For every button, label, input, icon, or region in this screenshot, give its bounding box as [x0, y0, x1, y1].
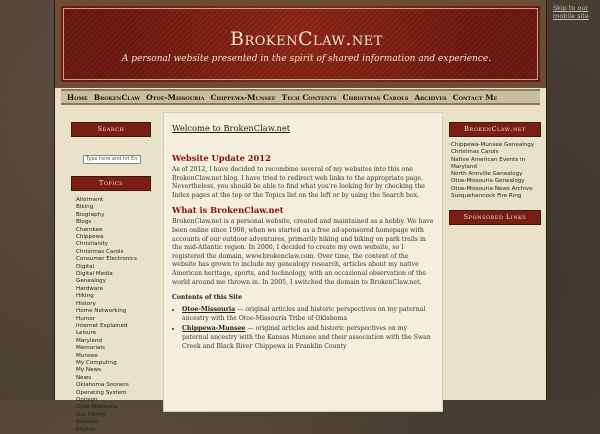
topic-link[interactable]: Memorials: [76, 345, 105, 352]
topic-link[interactable]: Opinion: [76, 396, 98, 403]
topic-link[interactable]: History: [76, 300, 96, 307]
nav-contact-me[interactable]: Contact Me: [452, 92, 498, 102]
topic-link[interactable]: Allotment: [76, 197, 104, 203]
topic-link[interactable]: Internet Explained: [76, 322, 128, 329]
right-link[interactable]: Otoe-Missouria Genealogy: [451, 178, 525, 185]
nav-christmas-carols[interactable]: Christmas Carols: [342, 92, 409, 102]
topics-box-title: Topics: [71, 176, 151, 191]
topic-link[interactable]: Christianity: [76, 241, 108, 248]
site-tagline: A personal website presented in the spirit of shared information and experience.: [121, 54, 492, 64]
update-heading: Website Update 2012: [172, 153, 271, 163]
contents-desc: — original articles and historic perspectives on my paternal ancestry with the Otoe-Missouria Tribe of Oklahoma: [182, 306, 426, 322]
right-link[interactable]: Otoe-Missouria News Archive: [451, 185, 533, 192]
what-paragraph: BrokenClaw.net is a personal website, created and maintained as a hobby. We have been online since 1998, when we started as a free ad-sponsored homepage with accounts of our outdoor adventures, primarily hiking and biking on park trails in the mid-Atlantic region. In 2000, I decided to create my own website, so I registered the domain, www.brokenclaw.com. Over time, the content of the website has grown to include my genealogy research, articles about my native American heritage, sports, and technology, with an occasional observation of the world around me thrown in. In 2005, I switched the domain to BrokenClaw.net.: [172, 218, 434, 286]
topic-link[interactable]: Otoe-Missouria: [76, 404, 118, 411]
topic-link[interactable]: Consumer Electronics: [76, 256, 137, 263]
right-link[interactable]: Susquehannock Fire Ring: [451, 193, 522, 200]
topic-link[interactable]: Oklahoma Sooners: [76, 382, 129, 389]
main-content: [163, 112, 443, 412]
sponsored-links-title: Sponsored Links: [449, 210, 541, 225]
nav-brokenclaw[interactable]: BrokenClaw: [93, 92, 141, 102]
topic-link[interactable]: Cherokee: [76, 226, 103, 233]
right-box-title: BrokenClaw.net: [449, 122, 541, 137]
nav-tech-contents[interactable]: Tech Contents: [281, 92, 337, 102]
topic-link[interactable]: Digital: [76, 263, 95, 270]
welcome-heading[interactable]: Welcome to BrokenClaw.net: [172, 123, 291, 133]
update-paragraph: As of 2012, I have decided to recombine several of my websites into this one BrokenClaw.net blog. I have tried to redirect web links to the appropriate page. Nevertheless, you should be able to find what you're looking for by checking the Index pages at the top or the Topics list on the left or by using the Search box.: [172, 166, 425, 199]
topic-link[interactable]: News: [76, 374, 92, 381]
top-nav: [61, 89, 540, 105]
contents-link-chippewa[interactable]: Chippewa-Munsee: [182, 325, 246, 333]
topic-link[interactable]: Digital Media: [76, 271, 113, 278]
right-link[interactable]: North Annville Genealogy: [451, 171, 523, 178]
nav-otoe-missouria[interactable]: Otoe-Missouria: [146, 92, 205, 102]
topic-link[interactable]: Genealogy: [76, 278, 107, 285]
topic-link[interactable]: Munsee: [76, 352, 98, 359]
topic-link[interactable]: Leisure: [76, 330, 97, 337]
contents-desc: — original articles and historic perspectives on my paternal ancestry with the Kansas Munsee and their association with the Swan Creek and Black River Chippewa in Franklin County: [182, 325, 431, 350]
topic-link[interactable]: Blogs: [76, 219, 92, 226]
topic-link[interactable]: Biking: [76, 204, 94, 211]
topic-link[interactable]: Home Networking: [76, 308, 127, 315]
topic-link[interactable]: Hardware: [76, 285, 104, 292]
topic-link[interactable]: Hiking: [76, 293, 94, 300]
contents-list: [172, 306, 434, 351]
what-heading: What is BrokenClaw.net: [172, 205, 284, 216]
page-frame: [54, 0, 547, 433]
topic-link[interactable]: Pawnee: [76, 419, 98, 426]
contents-link-otoe[interactable]: Otoe-Missouria: [182, 306, 236, 314]
right-sidebar: [449, 122, 541, 225]
search-input[interactable]: [83, 155, 141, 164]
right-links-list: [451, 142, 541, 200]
topic-link[interactable]: Maryland: [76, 337, 102, 344]
list-item: [182, 325, 434, 351]
topic-link[interactable]: My Computing: [76, 359, 117, 366]
left-sidebar: [71, 122, 151, 434]
topic-link[interactable]: Our Family: [76, 411, 107, 418]
topic-link[interactable]: Humor: [76, 315, 95, 322]
right-link[interactable]: Chippewa-Munsee Genealogy: [451, 142, 535, 148]
list-item: [182, 306, 434, 323]
site-title[interactable]: BrokenClaw.net: [230, 28, 383, 50]
topic-link[interactable]: Operating System: [76, 389, 127, 396]
right-link[interactable]: Native American Events in Maryland: [451, 156, 526, 170]
topic-link[interactable]: Photos: [76, 426, 95, 433]
topic-link[interactable]: Biography: [76, 211, 105, 218]
topic-link[interactable]: Chippewa: [76, 234, 104, 241]
right-link[interactable]: Christmas Carols: [451, 149, 499, 156]
nav-home[interactable]: Home: [67, 92, 88, 102]
topics-list: [76, 197, 151, 434]
contents-heading: Contents of this Site: [172, 294, 243, 302]
site-header: [55, 0, 546, 88]
search-box-title: Search: [71, 122, 151, 137]
nav-chippewa-munsee[interactable]: Chippewa-Munsee: [210, 92, 276, 102]
skip-to-mobile-link[interactable]: Skip to our mobile site: [553, 4, 589, 20]
topic-link[interactable]: Christmas Carols: [76, 248, 124, 255]
nav-archives[interactable]: Archives: [414, 92, 447, 102]
topic-link[interactable]: My News: [76, 367, 102, 374]
